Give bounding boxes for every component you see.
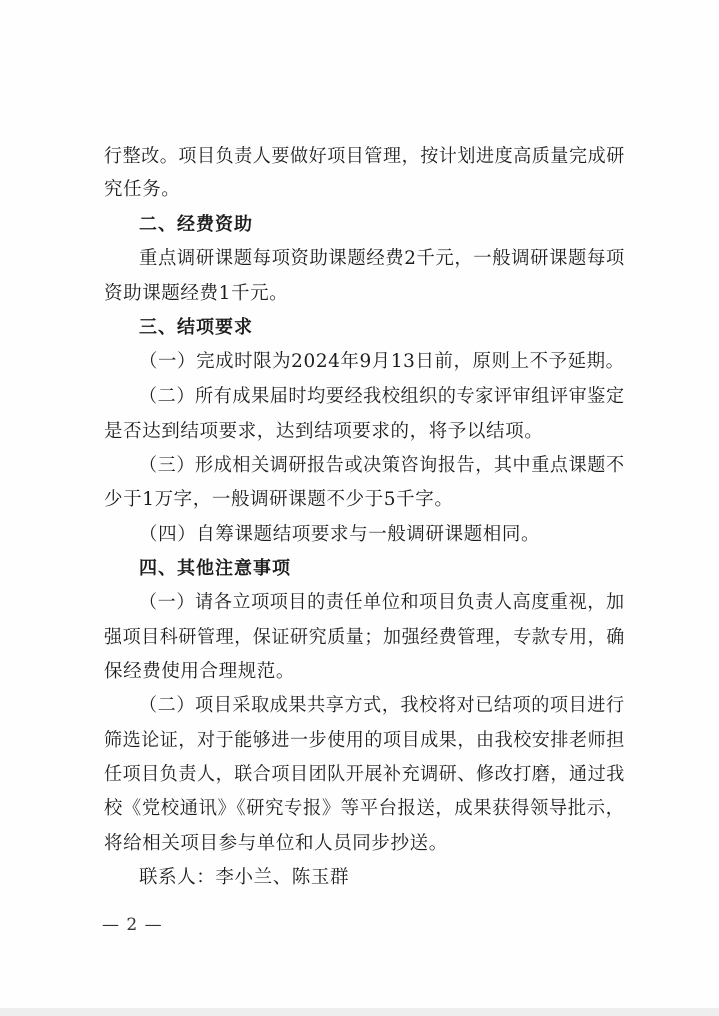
contact-line: 联系人：李小兰、陈玉群 (139, 867, 350, 888)
body-text-line: 保经费使用合理规范。 (104, 661, 296, 682)
body-text-line: 校《党校通讯》《研究专报》等平台报送，成果获得领导批示， (104, 798, 625, 819)
body-text-line: 是否达到结项要求，达到结项要求的，将予以结项。 (104, 421, 544, 442)
body-text-line: 资助课题经费1千元。 (104, 283, 289, 304)
body-text-line: （四）自筹课题结项要求与一般调研课题相同。 (139, 524, 541, 545)
body-text-line: 究任务。 (104, 179, 181, 200)
page-bottom-edge (0, 1008, 719, 1016)
section-heading-other-notes: 四、其他注意事项 (139, 558, 291, 579)
body-text-line: 行整改。项目负责人要做好项目管理，按计划进度高质量完成研 (104, 146, 625, 167)
page-number: — 2 — (102, 915, 163, 935)
body-text-line: 强项目科研管理，保证研究质量；加强经费管理，专款专用，确 (104, 627, 625, 648)
body-text-line: （一）完成时限为2024年9月13日前，原则上不予延期。 (139, 351, 625, 372)
body-text-line: 任项目负责人，联合项目团队开展补充调研、修改打磨，通过我 (104, 764, 625, 785)
body-text-line: 将给相关项目参与单位和人员同步抄送。 (104, 833, 448, 854)
body-text-line: 重点调研课题每项资助课题经费2千元，一般调研课题每项 (139, 248, 625, 269)
section-heading-completion: 三、结项要求 (139, 317, 253, 338)
body-text-line: （二）所有成果届时均要经我校组织的专家评审组评审鉴定 (139, 386, 625, 407)
section-heading-funding: 二、经费资助 (139, 214, 253, 235)
body-text-line: 少于1万字，一般调研课题不少于5千字。 (104, 489, 454, 510)
body-text-line: （二）项目采取成果共享方式，我校将对已结项的项目进行 (139, 695, 625, 716)
body-text-line: 筛选论证，对于能够进一步使用的项目成果，由我校安排老师担 (104, 730, 625, 751)
body-text-line: （三）形成相关调研报告或决策咨询报告，其中重点课题不 (139, 455, 625, 476)
body-text-line: （一）请各立项项目的责任单位和项目负责人高度重视，加 (139, 592, 625, 613)
